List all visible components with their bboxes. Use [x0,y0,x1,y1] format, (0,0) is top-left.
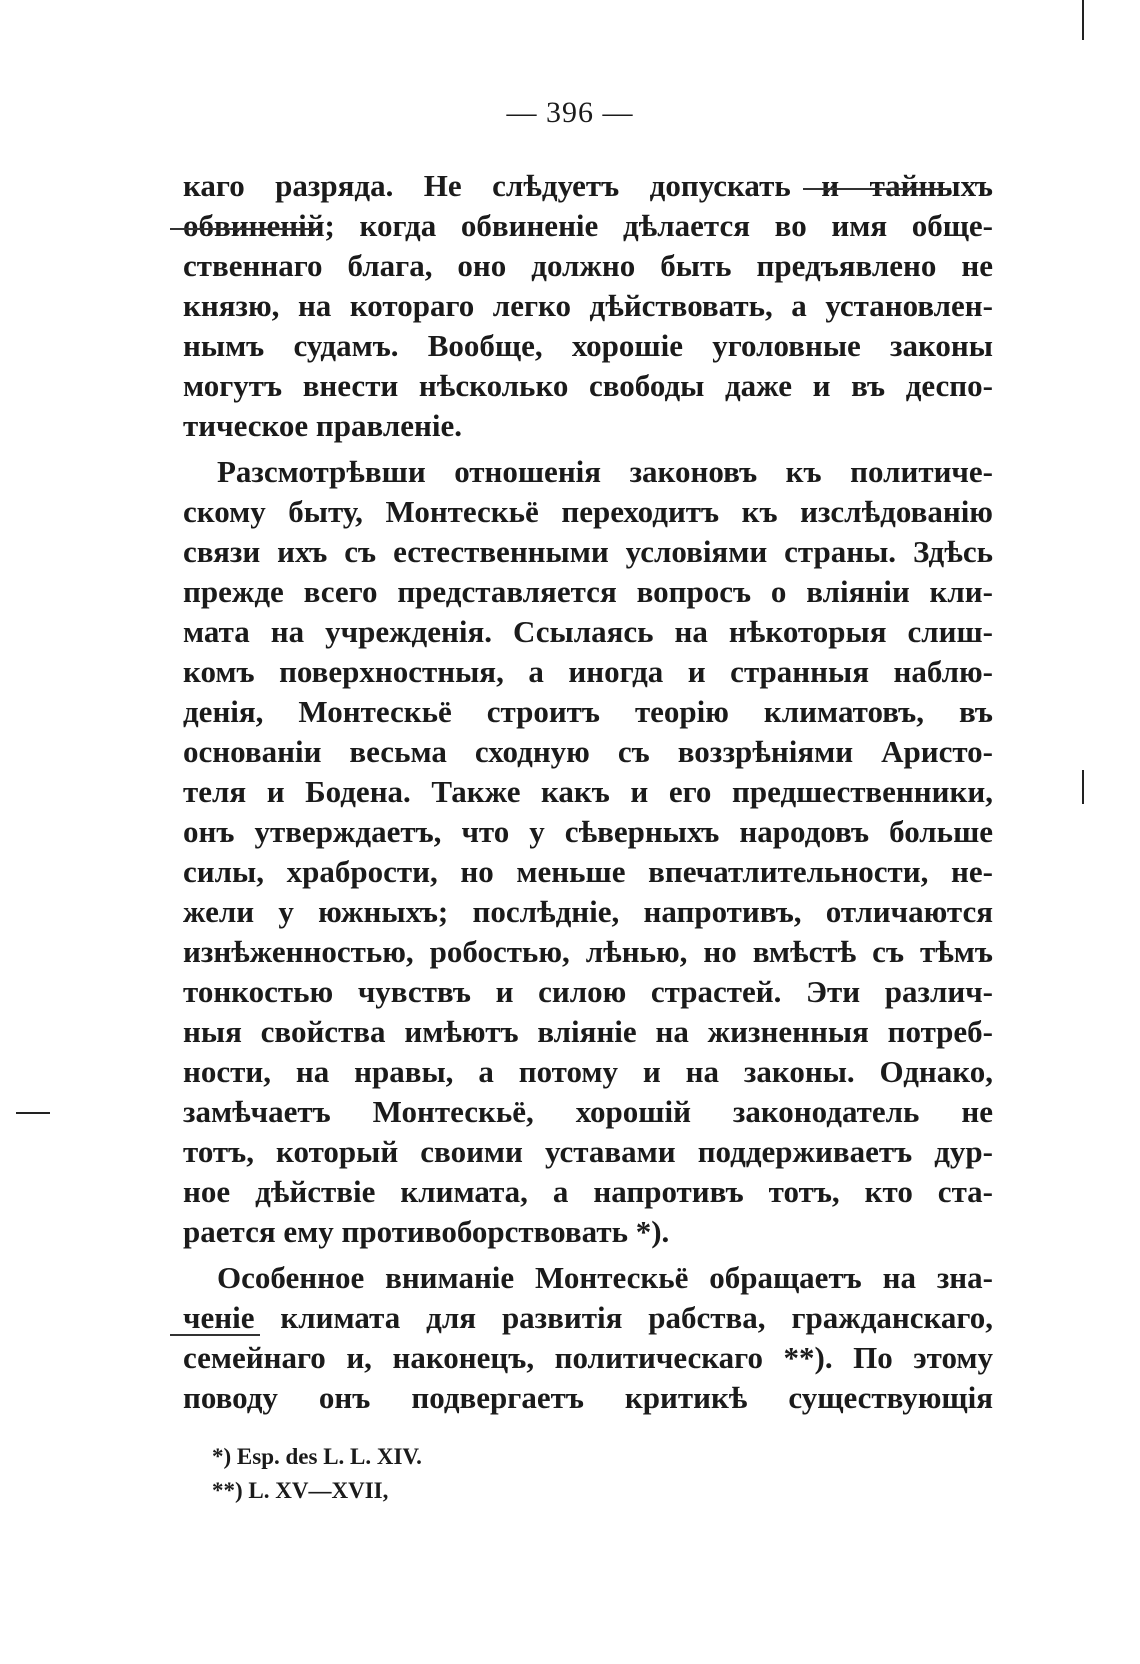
margin-mark [1082,0,1084,40]
footnotes [212,1440,422,1508]
text-line: комъ поверхностныя, а иногда и странныя наблю- [183,654,993,689]
text-line: жели у южныхъ; послѣдніе, напротивъ, отличаются [183,894,993,929]
text-line: ное дѣйствіе климата, а напротивъ тотъ, кто ста- [183,1174,993,1209]
text-line: семейнаго и, наконецъ, политическаго **). По этому [183,1340,993,1375]
text-line: прежде всего представляется вопросъ о вліяніи кли- [183,574,993,609]
margin-mark [16,1112,50,1114]
text-line: ченіе климата для развитія рабства, гражданскаго, [183,1300,993,1335]
text-line: могутъ внести нѣсколько свободы даже и въ деспо- [183,368,993,403]
text-line: ственнаго блага, оно должно быть предъявлено не [183,248,993,283]
text-line: онъ утверждаетъ, что у сѣверныхъ народовъ больше [183,814,993,849]
text-line: связи ихъ съ естественными условіями страны. Здѣсь [183,534,993,569]
text-line: тическое правленіе. [183,408,462,443]
body-text [183,166,993,1418]
page-number: — 396 — [506,96,634,129]
text-line: силы, храбрости, но меньше впечатлительности, не- [183,854,993,889]
footnote: **) L. XV—XVII, [212,1478,389,1503]
text-line: тонкостью чувствъ и силою страстей. Эти различ- [183,974,993,1009]
text-line: Разсмотрѣвши отношенія законовъ къ политиче- [217,454,993,489]
text-line: обвиненій; когда обвиненіе дѣлается во имя обще- [183,208,993,243]
pencil-underline [170,228,320,230]
margin-mark [1082,770,1084,804]
text-line: теля и Бодена. Также какъ и его предшественники, [183,774,993,809]
text-line: основаніи весьма сходную съ воззрѣніями Аристо- [183,734,993,769]
pencil-underline [170,1334,260,1336]
text-line: замѣчаетъ Монтескьё, хорошій законодатель не [183,1094,993,1129]
text-line: Особенное вниманіе Монтескьё обращаетъ на зна- [217,1260,993,1295]
text-line: ности, на нравы, а потому и на законы. Однако, [183,1054,993,1089]
text-line: рается ему противоборствовать *). [183,1214,670,1249]
text-line: скому быту, Монтескьё переходитъ къ изслѣдованію [183,494,993,529]
footnote: *) Esp. des L. L. XIV. [212,1444,422,1469]
text-line: нымъ судамъ. Вообще, хорошіе уголовные законы [183,328,993,363]
text-line: каго разряда. Не слѣдуетъ допускать и тайныхъ [183,168,993,203]
text-line: мата на учрежденія. Ссылаясь на нѣкоторыя слиш- [183,614,993,649]
text-line: денія, Монтескьё строитъ теорію климатовъ, въ [183,694,993,729]
pencil-underline [803,188,951,190]
text-line: князю, на котораго легко дѣйствовать, а установлен- [183,288,993,323]
text-line: тотъ, который своими уставами поддерживаетъ дур- [183,1134,993,1169]
text-line: поводу онъ подвергаетъ критикѣ существующія [183,1380,993,1415]
text-line: изнѣженностью, робостью, лѣнью, но вмѣстѣ съ тѣмъ [183,934,993,969]
text-line: ныя свойства имѣютъ вліяніе на жизненныя потреб- [183,1014,993,1049]
